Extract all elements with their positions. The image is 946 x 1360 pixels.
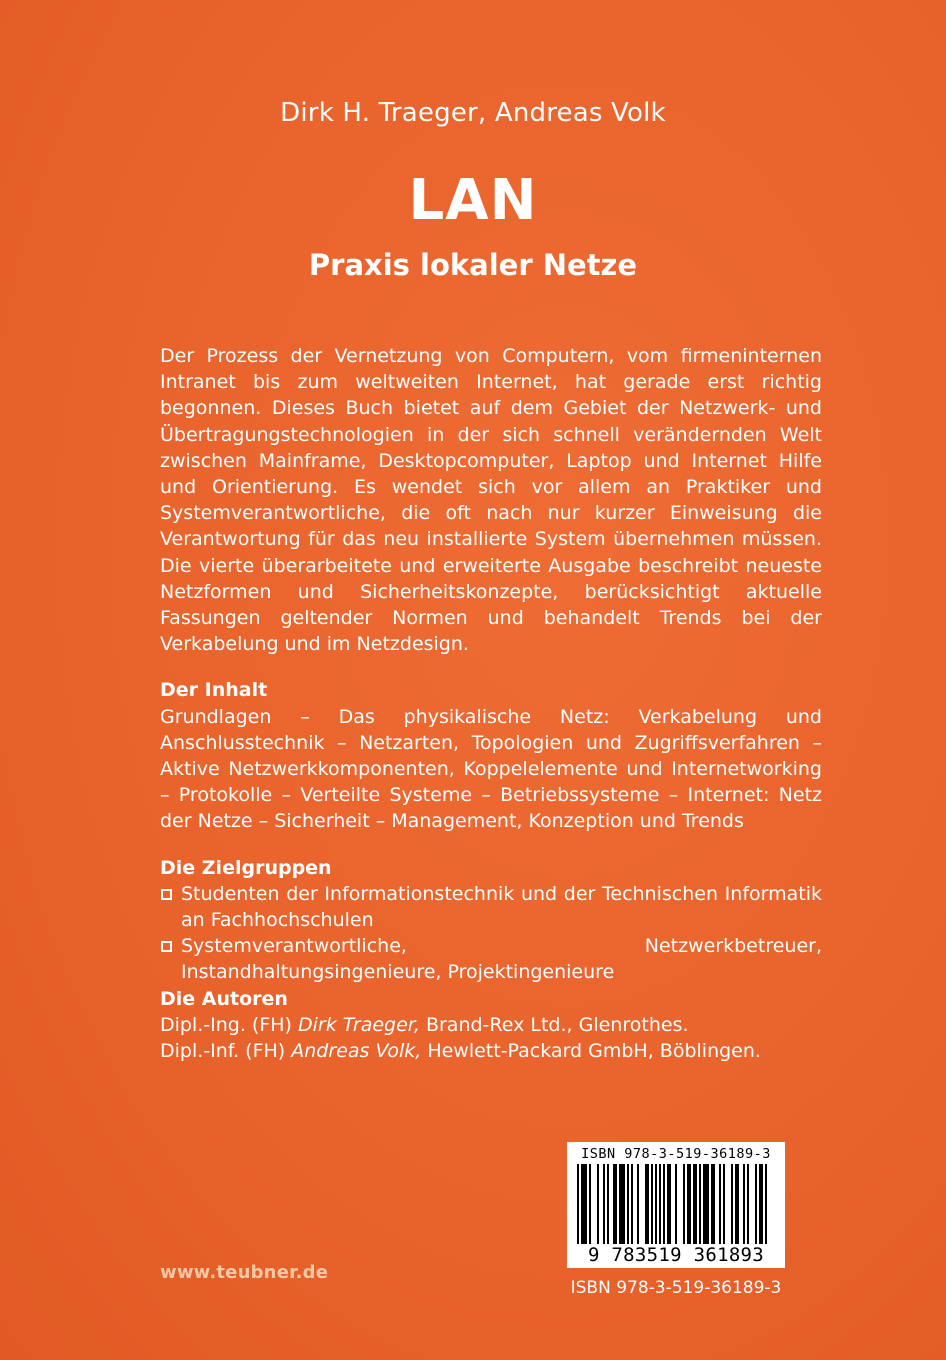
list-item-text: Systemverantwortliche, Netzwerkbetreuer, Instandhaltungsingenieure, Projektingenieure bbox=[181, 935, 822, 984]
author-name: Andreas Volk, bbox=[291, 1040, 422, 1063]
inhalt-text: Grundlagen – Das physikalische Netz: Verkabelung und Anschlusstechnik – Netzarten, Topologien und Zugriffsverfahren – Aktive Netzwerkkomponenten, Koppelelemente und Internetworking – Protokolle – Verteilte Systeme – Betriebssysteme – Internet: Netz der Netze – Sicherheit – Management, Konzeption und Trends bbox=[160, 705, 822, 833]
list-item bbox=[160, 881, 822, 933]
barcode-bar bbox=[597, 1164, 599, 1244]
barcode-bar bbox=[577, 1164, 579, 1244]
section-heading-zielgruppen: Die Zielgruppen bbox=[160, 856, 332, 879]
barcode-bar bbox=[675, 1164, 677, 1244]
barcode-bar bbox=[743, 1164, 745, 1244]
barcode-bar bbox=[693, 1164, 697, 1244]
barcode-bar bbox=[687, 1164, 691, 1244]
barcode-bar bbox=[719, 1164, 721, 1244]
barcode-bar bbox=[759, 1164, 763, 1244]
barcode-bar bbox=[663, 1164, 665, 1244]
blurb-paragraph: Der Prozess der Vernetzung von Computern, vom firmeninternen Intranet bis zum weltweiten Internet, hat gerade erst richtig begonnen. Dieses Buch bietet auf dem Gebiet der Netzwerk- und Übertragungstechnologien in der sich schnell verändernden Welt zwischen Mainframe, Desktopcomputer, Laptop und Internet Hilfe und Orientierung. Es wendet sich vor allem an Praktiker und Systemverantwortliche, die oft nach nur kurzer Einweisung die Verantwortung für das neu installierte System übernehmen müssen. Die vierte überarbeitete und erweiterte Ausgabe beschreibt neueste Netzformen und Sicherheitskonzepte, berücksichtigt aktuelle Fassungen geltender Normen und behandelt Trends bei der Verkabelung und im Netzdesign. bbox=[160, 345, 822, 656]
barcode-bar bbox=[667, 1164, 671, 1244]
barcode-bar bbox=[645, 1164, 649, 1244]
barcode-bar bbox=[735, 1164, 739, 1244]
square-bullet-icon bbox=[161, 941, 172, 952]
barcode-bars-graphic bbox=[575, 1164, 779, 1244]
publisher-website: www.teubner.de bbox=[160, 1262, 329, 1283]
barcode-isbn-label: ISBN 978-3-519-36189-3 bbox=[581, 1146, 771, 1162]
author-degree: Dipl.-Ing. (FH) bbox=[160, 1013, 299, 1036]
square-bullet-icon bbox=[161, 889, 172, 900]
barcode-bar bbox=[637, 1164, 639, 1244]
barcode-bar bbox=[655, 1164, 657, 1244]
book-subtitle: Praxis lokaler Netze bbox=[308, 248, 638, 282]
barcode-bar bbox=[631, 1164, 633, 1244]
barcode-bar bbox=[603, 1164, 605, 1244]
barcode-bar bbox=[723, 1164, 725, 1244]
barcode-bar bbox=[627, 1164, 629, 1244]
barcode-digits: 9 783519 361893 bbox=[587, 1244, 765, 1266]
barcode-bar bbox=[703, 1164, 709, 1244]
barcode-bar bbox=[731, 1164, 733, 1244]
barcode-bar bbox=[699, 1164, 701, 1244]
barcode-bar bbox=[755, 1164, 757, 1244]
authors-line: Dirk H. Traeger, Andreas Volk bbox=[280, 98, 666, 128]
section-heading-autoren: Die Autoren bbox=[160, 987, 288, 1010]
barcode-bar bbox=[683, 1164, 685, 1244]
section-autoren bbox=[160, 986, 822, 1065]
book-title: LAN bbox=[408, 168, 538, 233]
author-entry bbox=[160, 1012, 822, 1038]
zielgruppen-list bbox=[160, 881, 822, 986]
author-degree: Dipl.-Inf. (FH) bbox=[160, 1040, 292, 1063]
barcode-bar bbox=[613, 1164, 617, 1244]
author-affiliation: Brand-Rex Ltd., Glenrothes. bbox=[419, 1013, 689, 1036]
barcode-bar bbox=[619, 1164, 625, 1244]
section-inhalt bbox=[160, 677, 822, 834]
barcode-bar bbox=[765, 1164, 767, 1244]
barcode-bar bbox=[589, 1164, 591, 1244]
barcode-bar bbox=[659, 1164, 661, 1244]
barcode-bar bbox=[583, 1164, 587, 1244]
barcode-bar bbox=[711, 1164, 715, 1244]
isbn-barcode bbox=[567, 1142, 785, 1268]
list-item-text: Studenten der Informationstechnik und der Technischen Informatik an Fachhochschulen bbox=[181, 882, 822, 932]
isbn-text: ISBN 978-3-519-36189-3 bbox=[570, 1278, 782, 1298]
author-name: Dirk Traeger, bbox=[298, 1013, 420, 1036]
author-entry bbox=[160, 1038, 822, 1064]
barcode-bar bbox=[651, 1164, 653, 1244]
barcode-bar bbox=[581, 1164, 583, 1244]
section-zielgruppen bbox=[160, 855, 822, 986]
list-item bbox=[160, 933, 822, 985]
barcode-bar bbox=[747, 1164, 749, 1244]
author-affiliation: Hewlett-Packard GmbH, Böblingen. bbox=[421, 1040, 761, 1063]
cover-text-content bbox=[160, 343, 822, 1064]
section-heading-inhalt: Der Inhalt bbox=[160, 679, 268, 702]
barcode-bar bbox=[607, 1164, 609, 1244]
